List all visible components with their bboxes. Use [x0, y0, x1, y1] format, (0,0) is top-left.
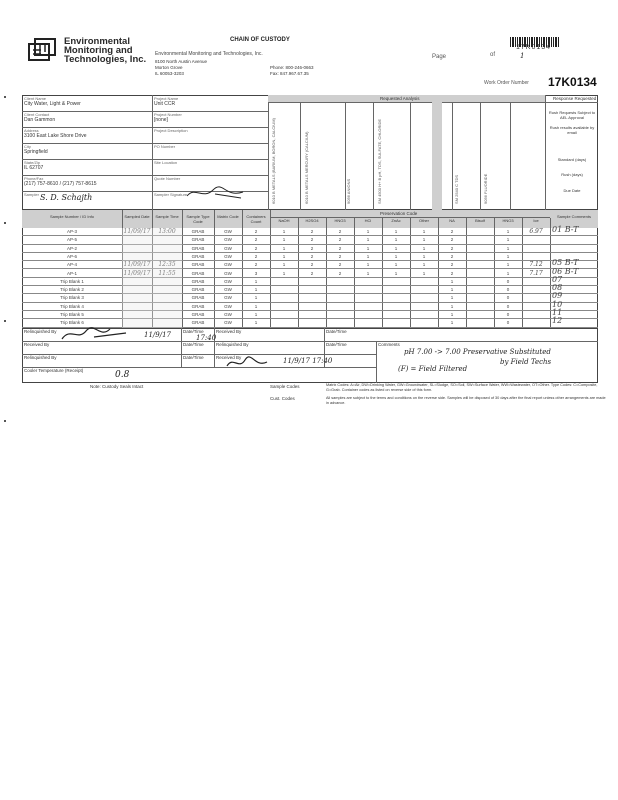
analysis-shade [432, 102, 442, 210]
preservative-count: 1 [394, 245, 398, 251]
sample-matrix: GW [224, 270, 232, 276]
sample-type: GRAB [191, 229, 205, 234]
column-header: Containers Count [246, 214, 266, 224]
relinquished-date: 11/9/17 [144, 331, 171, 339]
sample-id: AP-6 [66, 253, 77, 259]
preservative-count: 1 [506, 270, 510, 276]
sample-id: Trip Blank 2 [60, 287, 84, 293]
preservative-count: 1 [282, 245, 286, 251]
company-address1: 8100 North Austin Avenue [155, 59, 207, 64]
project-field-label: Quote Number [154, 176, 181, 181]
analysis-column-line [480, 102, 481, 210]
preservative-count: 0 [506, 295, 510, 301]
comments-label: Comments [378, 342, 400, 347]
analysis-column-line [373, 102, 374, 210]
sample-ph: 6.97 [529, 228, 543, 235]
preservative-count: 1 [366, 270, 370, 276]
preservative-count: 1 [450, 312, 454, 317]
client-field-label: Sampler [24, 192, 39, 197]
sample-date: 11/09/17 [123, 228, 151, 235]
analysis-column-line [452, 102, 453, 210]
sample-comment: 10 [552, 299, 563, 309]
column-header: Sampled Date [124, 214, 150, 219]
sample-type: GRAB [191, 245, 205, 251]
preservative-count: 1 [506, 237, 510, 243]
preservative-count: 2 [338, 245, 342, 251]
preservative-count: 1 [450, 295, 454, 301]
preservative-count: 1 [422, 237, 426, 243]
barcode-text: 17K0134 [516, 44, 552, 51]
sample-codes-text: Matrix Codes: A=Air, DW=Drinking Water, GW=Groundwater, SL=Sludge, SO=Soil, SW=Surface Water, WW=Wastewater, OT=Other. Type Codes: C=Composite, G=Grab. Container codes as listed on reverse side of this form. [326, 383, 598, 392]
date-time-shade [122, 228, 182, 328]
client-field-label: Client Contact [24, 112, 50, 117]
preservative-count: 1 [394, 270, 398, 276]
preservative-count: 1 [450, 320, 454, 326]
sample-comment: 08 [552, 283, 563, 293]
sample-comment: 12 [552, 316, 563, 326]
sample-containers: 1 [254, 312, 258, 317]
preservative-count: 0 [506, 320, 510, 326]
sample-time: 13:00 [158, 228, 176, 235]
column-header: Sample Type Code [186, 214, 210, 224]
client-field-label: City [24, 144, 31, 149]
analysis-column-line [300, 102, 301, 210]
datetime-label-3: Date/Time [183, 355, 204, 360]
sample-id: AP-5 [66, 237, 77, 243]
sample-containers: 1 [254, 295, 258, 301]
analysis-name: SM 4500 H+ B pH, TDS, SULFATE, CHLORIDE [377, 118, 382, 204]
logo-icon [28, 38, 56, 62]
response-header: Response Requested [553, 96, 597, 101]
sample-type: GRAB [191, 312, 205, 317]
comment-line-3: (F) = Field Filtered [398, 365, 468, 373]
column-header: Sample Number / ID Info [49, 214, 95, 219]
preservative-count: 2 [450, 229, 454, 234]
signature-mark-2 [225, 354, 270, 372]
response-item: Due Date [563, 188, 581, 193]
preservative-count: 1 [282, 237, 286, 243]
preservative-count: 1 [422, 270, 426, 276]
received-label-3: Received By [216, 355, 242, 360]
client-field-value: 3100 East Lake Shore Drive [24, 133, 87, 139]
preservative-header: Bisulf [475, 218, 485, 223]
preservative-count: 2 [450, 262, 454, 268]
datetime-label-5: Date/Time [326, 342, 347, 347]
sample-matrix: GW [224, 320, 232, 326]
sample-containers: 2 [254, 253, 258, 259]
sample-containers: 1 [254, 320, 258, 326]
preservative-count: 1 [450, 287, 454, 293]
sampler-signature-mark [185, 186, 245, 202]
sample-comment: 06 B-T [552, 266, 579, 276]
client-field-label: Address [24, 128, 39, 133]
preservative-header: H2SO4 [305, 218, 319, 223]
cooler-label: Cooler Temperature (Receipt) [24, 368, 84, 373]
preservative-count: 2 [310, 262, 314, 268]
sample-matrix: GW [224, 287, 232, 293]
sample-id: AP-1 [66, 270, 77, 276]
company-phone: Phone: 800-246-0663 [270, 65, 314, 70]
sample-codes-label: Sample Codes [270, 384, 300, 389]
preservative-count: 1 [506, 245, 510, 251]
sample-date: 11/09/17 [123, 269, 151, 277]
signature-mark [60, 325, 130, 343]
preservative-header: Other [418, 218, 429, 223]
page-label: Page [432, 54, 447, 60]
form-title: CHAIN OF CUSTODY [230, 37, 290, 43]
preservative-count: 2 [450, 270, 454, 276]
sample-containers: 2 [254, 245, 258, 251]
cooler-temp: 0.8 [115, 370, 130, 380]
client-field-value: Springfield [24, 149, 48, 155]
response-item: Rush Requests Subject to AEL Approval [548, 110, 596, 120]
sample-id: Trip Blank 6 [60, 320, 84, 326]
project-field-label: Site Location [154, 160, 178, 165]
project-field-value: [none] [154, 117, 168, 123]
preservative-count: 2 [310, 245, 314, 251]
preservative-count: 1 [422, 229, 426, 234]
preservative-count: 1 [282, 229, 286, 234]
preservative-count: 2 [338, 270, 342, 276]
preservative-count: 1 [366, 262, 370, 268]
client-field-label: Client Name [24, 96, 47, 101]
sample-comment: 09 [552, 291, 563, 301]
client-field-value: (217) 757-8610 / (217) 757-8615 [24, 181, 97, 187]
sample-time: 12:35 [158, 261, 176, 269]
comment-line-2: by Field Techs [500, 358, 552, 366]
scan-mark [4, 320, 6, 322]
preservative-count: 1 [506, 253, 510, 259]
sample-time: 11:55 [158, 269, 176, 277]
work-order-label: Work Order Number [484, 80, 529, 86]
comments-header: Sample Comments [556, 214, 591, 219]
sample-containers: 2 [254, 237, 258, 243]
comment-line-1: pH 7.00 -> 7.00 Preservative Substituted [404, 348, 551, 356]
sample-type: GRAB [191, 287, 205, 293]
company-name-line2: Monitoring and [64, 45, 133, 56]
preservative-count: 2 [338, 262, 342, 268]
scan-mark [4, 420, 6, 422]
analysis-name: 9056 FLUORIDE [483, 173, 488, 204]
client-field-value: Dan Gammon [24, 117, 56, 123]
preservative-count: 2 [338, 229, 342, 234]
sample-matrix: GW [224, 312, 232, 317]
project-field-label: Project Number [154, 112, 182, 117]
preservative-count: 0 [506, 312, 510, 317]
sample-comment: 05 B-T [552, 258, 579, 268]
sample-id: AP-3 [66, 229, 77, 234]
preservative-count: 1 [366, 237, 370, 243]
sample-type: GRAB [191, 303, 205, 309]
project-field-label: Sampler Signature [154, 192, 188, 197]
sample-matrix: GW [224, 245, 232, 251]
preservative-count: 2 [310, 270, 314, 276]
custody-note: Note: Custody Seals Intact [90, 384, 144, 389]
client-field-value: City Water, Light & Power [24, 101, 81, 107]
preservative-count: 0 [506, 303, 510, 309]
preservative-count: 1 [422, 253, 426, 259]
preservative-count: 1 [282, 262, 286, 268]
sample-containers: 1 [254, 303, 258, 309]
client-field-label: State/Zip [24, 160, 41, 165]
sample-type: GRAB [191, 262, 205, 268]
company-address2: Morton Grove [155, 65, 183, 70]
preservative-count: 2 [310, 253, 314, 259]
sample-containers: 2 [254, 262, 258, 268]
work-order-number: 17K0134 [548, 75, 597, 89]
response-item: Standard (days) [557, 157, 587, 162]
sample-comment: 11 [552, 308, 563, 317]
company-name-line3: Technologies, Inc. [64, 54, 147, 65]
analysis-name: 6010 B METALS MERCURY (CALCIUM) [304, 131, 309, 204]
preservative-header: HNO3 [334, 218, 346, 223]
analysis-name: 6010 B METALS (BARIUM, BORON, CALCIUM) [271, 118, 276, 204]
column-header: Sample Time [155, 214, 179, 219]
sample-comment: 01 B-T [552, 225, 579, 234]
preservative-count: 1 [366, 253, 370, 259]
datetime-label-1: Date/Time [183, 329, 204, 334]
sample-matrix: GW [224, 229, 232, 234]
sample-type: GRAB [191, 320, 205, 326]
preservative-count: 1 [282, 270, 286, 276]
company-address3: IL 60053-3203 [155, 71, 184, 76]
sample-type: GRAB [191, 253, 205, 259]
company-name-line1: Environmental [64, 36, 130, 47]
preservative-count: 1 [394, 262, 398, 268]
analysis-column-line [545, 102, 546, 210]
preservative-count: 1 [506, 262, 510, 268]
preservative-count: 1 [450, 278, 454, 284]
preservative-count: 1 [422, 245, 426, 251]
sample-type: GRAB [191, 237, 205, 243]
sample-id: AP-2 [66, 245, 77, 251]
preservative-count: 1 [394, 237, 398, 243]
company-full-name: Environmental Monitoring and Technologies, Inc. [155, 51, 263, 57]
sample-type: GRAB [191, 270, 205, 276]
relinquished-label-1: Relinquished By [24, 329, 57, 334]
preservative-count: 0 [506, 287, 510, 293]
header-line [270, 217, 550, 218]
preservative-count: 0 [506, 278, 510, 284]
analysis-column-line [410, 102, 411, 210]
preservative-count: 2 [338, 237, 342, 243]
preservative-count: 1 [282, 253, 286, 259]
preservative-count: 2 [310, 229, 314, 234]
page-of-label: of [490, 52, 496, 58]
barcode [510, 34, 560, 44]
cust-codes-label: Cust. Codes [270, 396, 295, 401]
project-field-value: Unit CCR [154, 101, 176, 107]
client-field-value: IL 62707 [24, 165, 44, 171]
project-field-label: PO Number [154, 144, 176, 149]
sample-id: AP-4 [66, 262, 77, 268]
relinquished-label-3: Relinquished By [216, 342, 249, 347]
sample-type: GRAB [191, 295, 205, 301]
preservative-count: 1 [394, 229, 398, 234]
sample-containers: 1 [254, 278, 258, 284]
sample-id: Trip Blank 3 [60, 295, 84, 301]
preservative-header: ZnAc [391, 218, 401, 223]
datetime-label-2: Date/Time [183, 342, 204, 347]
sample-matrix: GW [224, 237, 232, 243]
datetime-label-4: Date/Time [326, 329, 347, 334]
sample-matrix: GW [224, 253, 232, 259]
preservative-count: 2 [310, 237, 314, 243]
preservative-count: 1 [450, 303, 454, 309]
company-name [64, 37, 146, 64]
analysis-column-line [268, 102, 269, 210]
response-item: Rush results available by email [549, 125, 595, 135]
preservative-header: Ice [533, 218, 539, 223]
sample-matrix: GW [224, 262, 232, 268]
sample-ph: 7.12 [529, 261, 543, 269]
received-signature [225, 354, 270, 372]
analysis-header: Requested Analysis [380, 96, 420, 101]
relinquished-time: 17:40 [196, 334, 217, 342]
sample-matrix: GW [224, 278, 232, 284]
received-datetime: 11/9/17 17:40 [283, 357, 333, 365]
preservative-count: 1 [366, 229, 370, 234]
preservative-count: 1 [366, 245, 370, 251]
signature-scribble [185, 186, 245, 202]
preservative-count: 1 [506, 229, 510, 234]
sample-containers: 3 [254, 270, 258, 276]
sample-type: GRAB [191, 278, 205, 284]
sample-matrix: GW [224, 303, 232, 309]
sample-matrix: GW [224, 295, 232, 301]
column-header: Matrix Code [217, 214, 239, 219]
preservative-header: NA [449, 218, 455, 223]
cust-codes-text: All samples are subject to the terms and conditions on the reverse side. Samples will be disposed of 30 days after the final report unless other arrangements are made in advance. [326, 396, 606, 405]
company-fax: Fax: 847.967.67.35 [270, 71, 309, 76]
analysis-column-line [510, 102, 511, 210]
response-item: Rush (days) [561, 172, 583, 177]
preservation-header: Preservation Code [380, 211, 418, 216]
sampler-signature: S. D. Schajth [40, 193, 93, 202]
client-field-label: Phone/Fax [24, 176, 44, 181]
sample-containers: 2 [254, 229, 258, 234]
scan-mark [4, 96, 6, 98]
preservative-count: 2 [450, 253, 454, 259]
preservative-count: 2 [450, 245, 454, 251]
company-logo [28, 38, 56, 62]
preservative-header: HCl [364, 218, 372, 223]
relinquished-label-2: Relinquished By [24, 355, 57, 360]
preservative-header: HNO3 [502, 218, 514, 223]
project-field-label: Project Description [154, 128, 188, 133]
sample-date: 11/09/17 [123, 261, 151, 269]
preservative-count: 1 [394, 253, 398, 259]
received-label-1: Received By [24, 342, 50, 347]
preservative-count: 1 [422, 262, 426, 268]
sample-id: Trip Blank 5 [60, 312, 84, 317]
relinquished-signature [60, 325, 130, 343]
analysis-name: SM 2540 C TDS [454, 174, 459, 204]
preservative-count: 2 [338, 253, 342, 259]
page-number: 1 [520, 52, 525, 60]
analysis-name: 9056 ANIONS [346, 178, 351, 204]
preservative-count: 2 [450, 237, 454, 243]
sample-ph: 7.17 [529, 269, 543, 277]
scan-mark [4, 222, 6, 224]
sample-id: Trip Blank 1 [60, 278, 84, 284]
received-label-2: Received By [216, 329, 242, 334]
sample-containers: 1 [254, 287, 258, 293]
preservative-header: NaOH [278, 218, 290, 223]
sample-id: Trip Blank 4 [60, 303, 84, 309]
sample-comment: 07 [552, 274, 563, 284]
project-field-label: Project Name [154, 96, 179, 101]
